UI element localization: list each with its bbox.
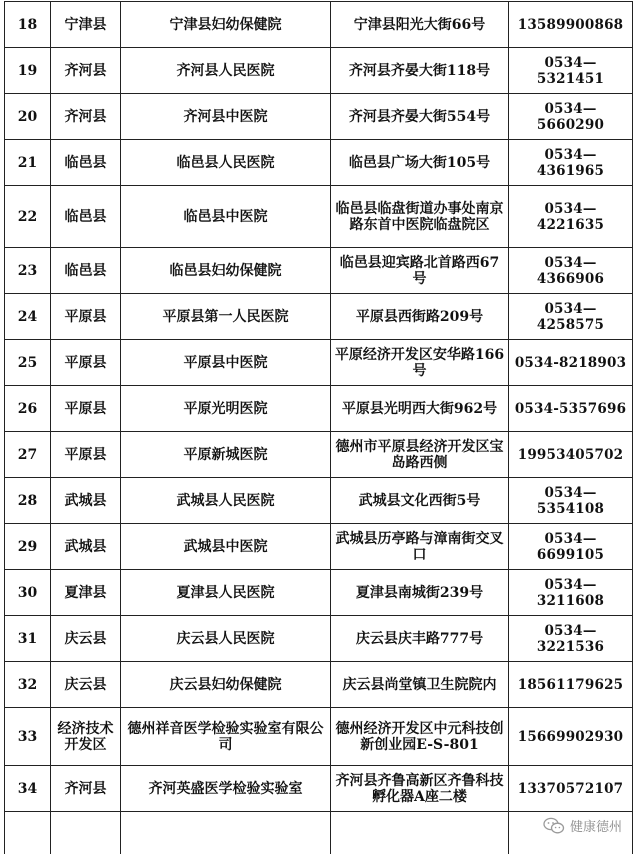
table-row [5,432,633,478]
county-cell: 夏津县 [51,570,121,616]
county-cell: 临邑县 [51,140,121,186]
hospital-name-cell: 临邑县人民医院 [121,140,331,186]
table-row [5,708,633,766]
empty-cell [331,812,509,854]
phone-cell: 13589900868 [509,2,633,48]
county-cell: 平原县 [51,294,121,340]
hospital-name-cell: 齐河县人民医院 [121,48,331,94]
table-body [5,2,633,854]
phone-cell: 13370572107 [509,766,633,812]
row-number: 31 [5,616,51,662]
hospital-name-cell: 夏津县人民医院 [121,570,331,616]
table-row [5,570,633,616]
table-row [5,294,633,340]
county-cell: 经济技术开发区 [51,708,121,766]
address-cell: 武城县文化西街5号 [331,478,509,524]
address-cell: 齐河县齐鲁高新区齐鲁科技孵化器A座二楼 [331,766,509,812]
hospital-name-cell: 平原县中医院 [121,340,331,386]
county-cell: 齐河县 [51,94,121,140]
row-number: 30 [5,570,51,616]
county-cell: 庆云县 [51,662,121,708]
table-row [5,386,633,432]
row-number: 26 [5,386,51,432]
hospital-name-cell: 齐河英盛医学检验实验室 [121,766,331,812]
table-row [5,248,633,294]
table-row [5,766,633,812]
table-row [5,94,633,140]
empty-cell [121,812,331,854]
phone-cell: 0534—6699105 [509,524,633,570]
phone-cell: 0534—4361965 [509,140,633,186]
address-cell: 德州经济开发区中元科技创新创业园E-S-801 [331,708,509,766]
county-cell: 齐河县 [51,766,121,812]
row-number: 22 [5,186,51,248]
table-row [5,340,633,386]
county-cell: 临邑县 [51,248,121,294]
phone-cell: 19953405702 [509,432,633,478]
hospital-name-cell: 临邑县中医院 [121,186,331,248]
row-number: 32 [5,662,51,708]
phone-cell: 0534—5660290 [509,94,633,140]
table-row [5,48,633,94]
county-cell: 平原县 [51,432,121,478]
county-cell: 临邑县 [51,186,121,248]
row-number: 21 [5,140,51,186]
row-number: 20 [5,94,51,140]
address-cell: 庆云县尚堂镇卫生院院内 [331,662,509,708]
hospital-name-cell: 宁津县妇幼保健院 [121,2,331,48]
hospital-table [4,1,633,854]
row-number: 34 [5,766,51,812]
row-number: 23 [5,248,51,294]
phone-cell: 0534—4258575 [509,294,633,340]
address-cell: 齐河县齐晏大街118号 [331,48,509,94]
table-row-partial [5,812,633,854]
empty-cell [51,812,121,854]
row-number: 28 [5,478,51,524]
wechat-icon [543,817,565,835]
row-number: 24 [5,294,51,340]
row-number: 18 [5,2,51,48]
phone-cell: 0534—4221635 [509,186,633,248]
address-cell: 平原县光明西大街962号 [331,386,509,432]
table-row [5,140,633,186]
row-number: 25 [5,340,51,386]
address-cell: 平原经济开发区安华路166号 [331,340,509,386]
address-cell: 临邑县广场大街105号 [331,140,509,186]
row-number: 27 [5,432,51,478]
address-cell: 齐河县齐晏大街554号 [331,94,509,140]
hospital-name-cell: 庆云县人民医院 [121,616,331,662]
address-cell: 夏津县南城街239号 [331,570,509,616]
phone-cell: 18561179625 [509,662,633,708]
table-row [5,2,633,48]
phone-cell: 0534-8218903 [509,340,633,386]
address-cell: 武城县历亭路与漳南街交叉口 [331,524,509,570]
table-row [5,186,633,248]
empty-cell [5,812,51,854]
table-row [5,478,633,524]
hospital-name-cell: 平原光明医院 [121,386,331,432]
hospital-name-cell: 庆云县妇幼保健院 [121,662,331,708]
address-cell: 临邑县临盘街道办事处南京路东首中医院临盘院区 [331,186,509,248]
county-cell: 宁津县 [51,2,121,48]
county-cell: 武城县 [51,478,121,524]
hospital-name-cell: 齐河县中医院 [121,94,331,140]
hospital-name-cell: 临邑县妇幼保健院 [121,248,331,294]
phone-cell: 15669902930 [509,708,633,766]
county-cell: 齐河县 [51,48,121,94]
phone-cell: 0534—5354108 [509,478,633,524]
address-cell: 庆云县庆丰路777号 [331,616,509,662]
hospital-name-cell: 德州祥音医学检验实验室有限公司 [121,708,331,766]
table-row [5,662,633,708]
phone-cell: 0534—5321451 [509,48,633,94]
county-cell: 平原县 [51,386,121,432]
watermark-text: 健康德州 [569,820,622,835]
address-cell: 平原县西街路209号 [331,294,509,340]
county-cell: 庆云县 [51,616,121,662]
address-cell: 宁津县阳光大街66号 [331,2,509,48]
hospital-name-cell: 武城县中医院 [121,524,331,570]
phone-cell: 0534—3211608 [509,570,633,616]
phone-cell: 0534—3221536 [509,616,633,662]
address-cell: 临邑县迎宾路北首路西67号 [331,248,509,294]
row-number: 33 [5,708,51,766]
hospital-name-cell: 平原县第一人民医院 [121,294,331,340]
table-row [5,616,633,662]
county-cell: 平原县 [51,340,121,386]
phone-cell: 0534—4366906 [509,248,633,294]
phone-cell: 0534-5357696 [509,386,633,432]
row-number: 29 [5,524,51,570]
table-row [5,524,633,570]
address-cell: 德州市平原县经济开发区宝岛路西侧 [331,432,509,478]
row-number: 19 [5,48,51,94]
hospital-name-cell: 平原新城医院 [121,432,331,478]
county-cell: 武城县 [51,524,121,570]
hospital-name-cell: 武城县人民医院 [121,478,331,524]
watermark [543,816,622,835]
